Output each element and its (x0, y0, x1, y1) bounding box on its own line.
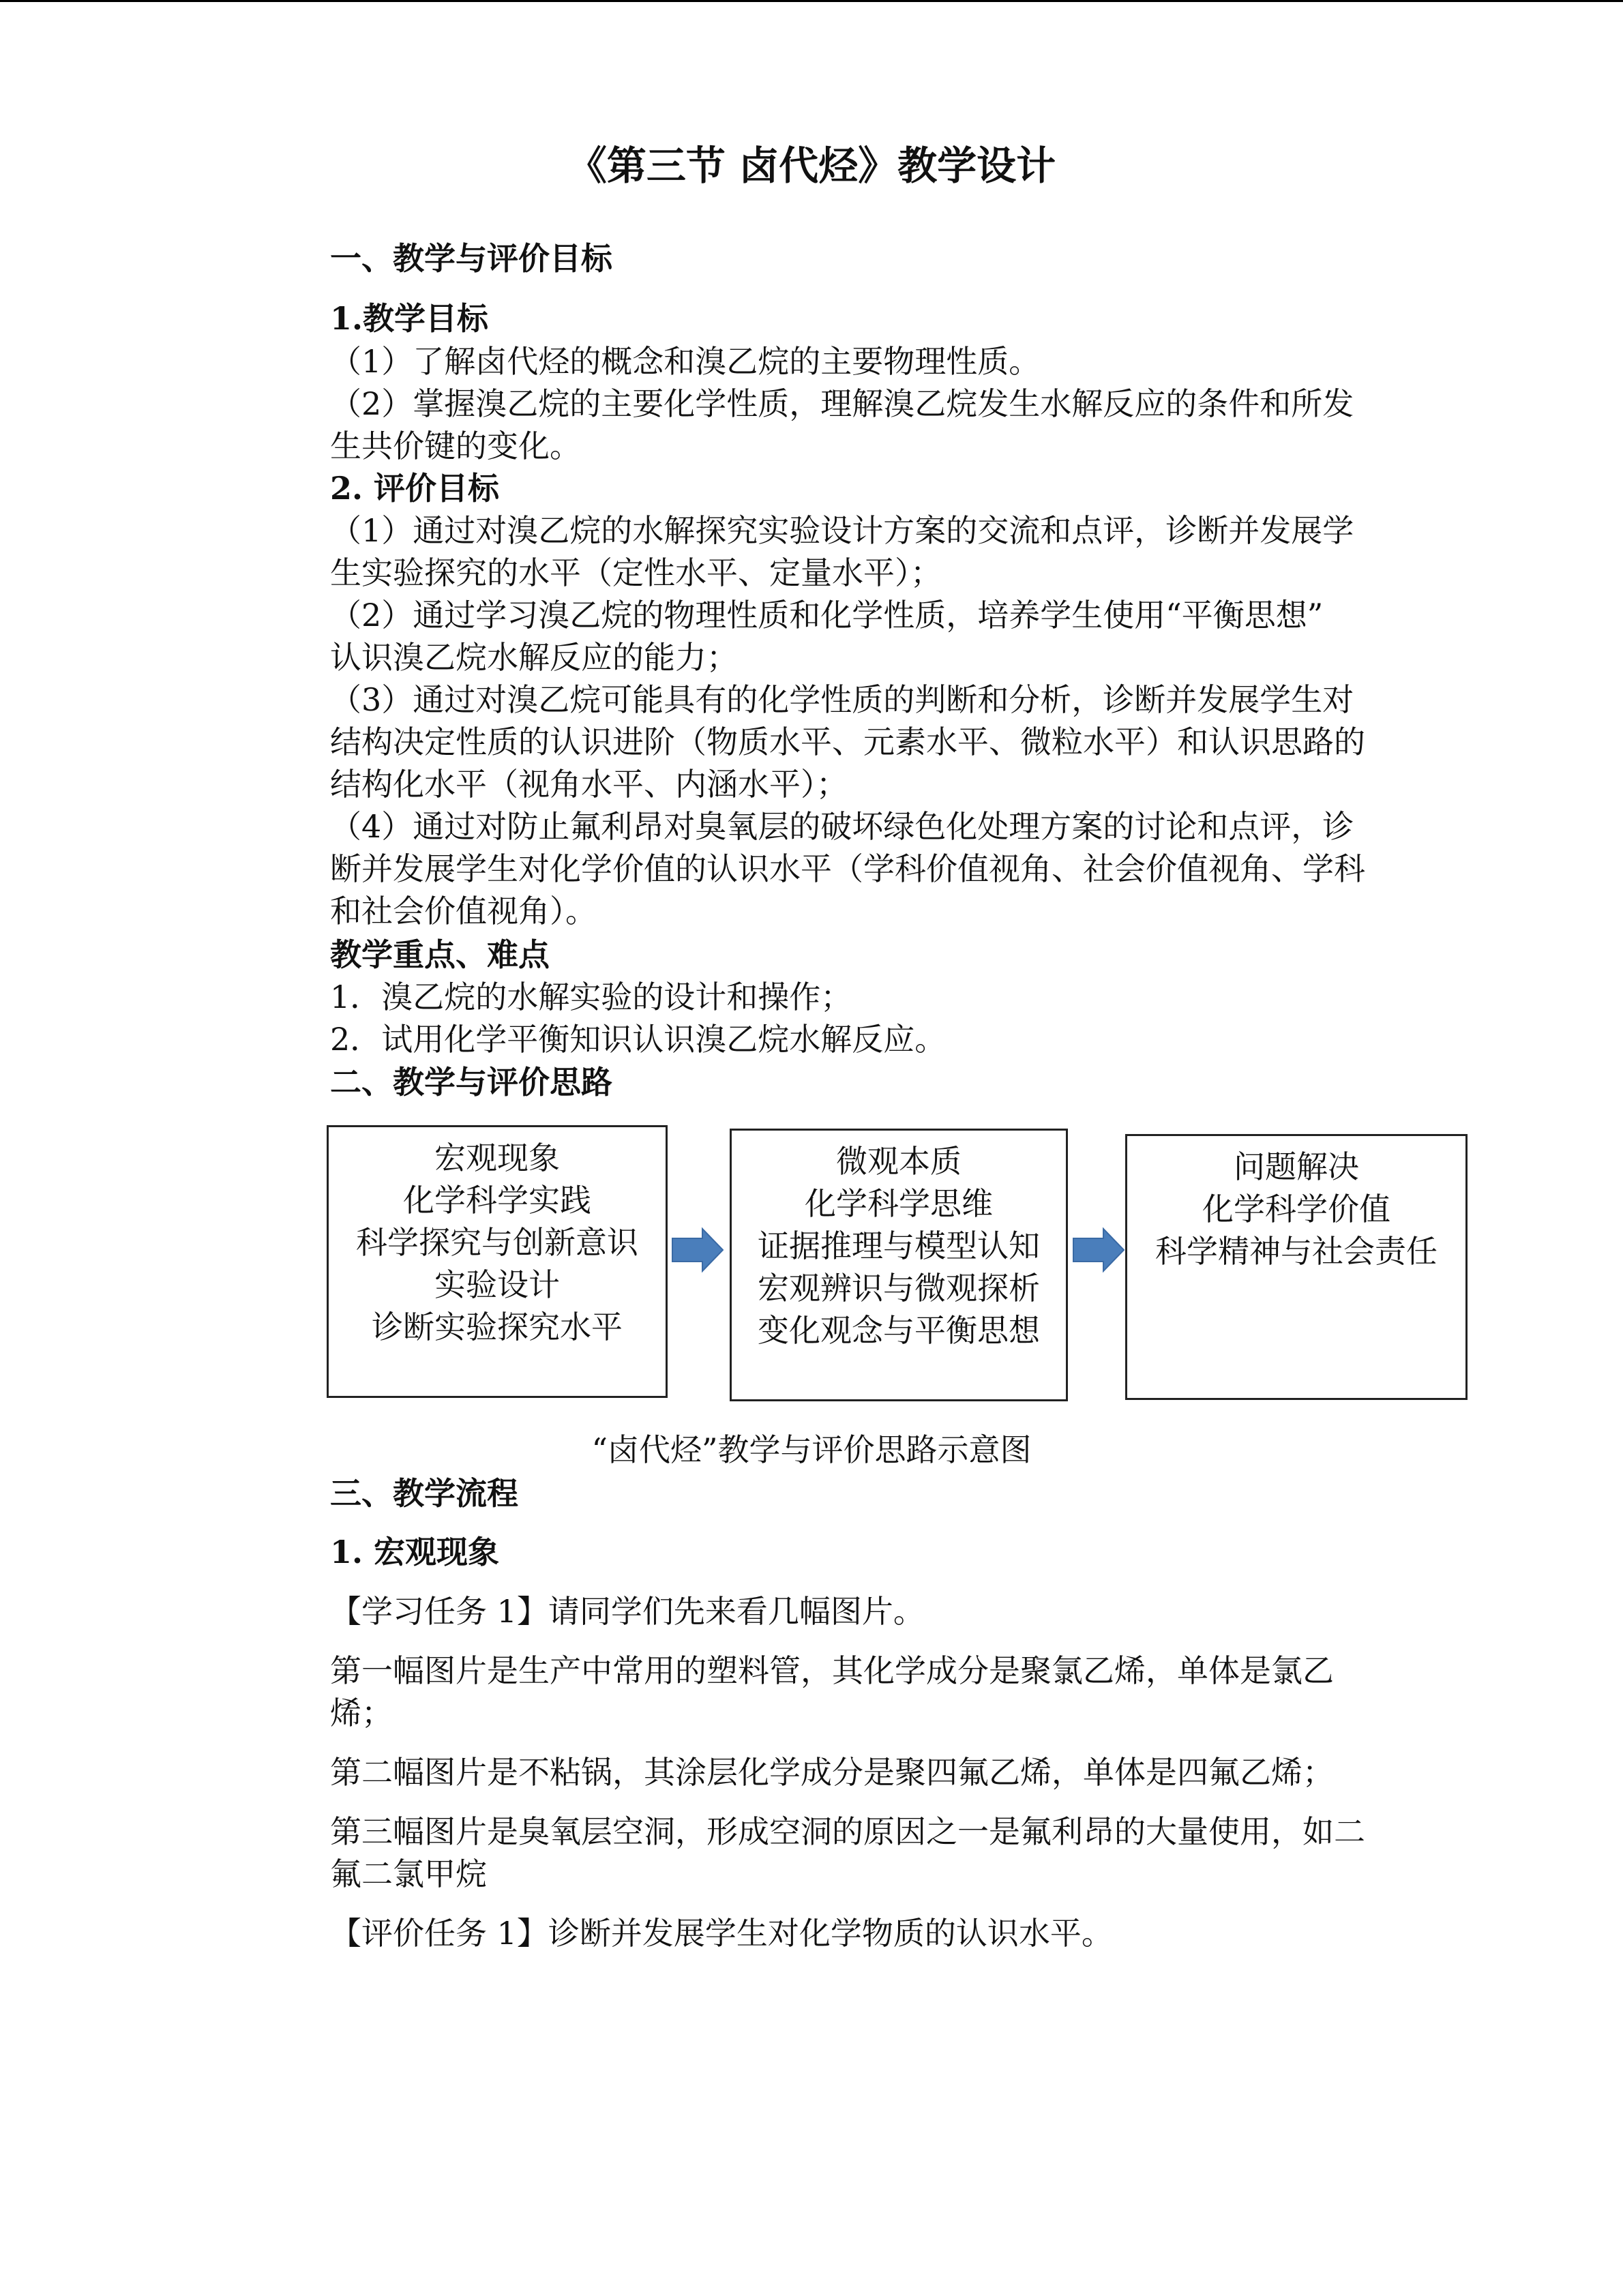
flow-box-line: 诊断实验探究水平 (372, 1309, 623, 1345)
paragraph-line: 【评价任务 1】诊断并发展学生对化学物质的认识水平。 (330, 1915, 1113, 1952)
teach-goal-heading: 1.教学目标 (330, 300, 489, 337)
section1-heading: 一、教学与评价目标 (330, 240, 612, 277)
flow-box-line: 科学精神与社会责任 (1155, 1233, 1438, 1270)
arrow-shape (672, 1229, 723, 1271)
arrow-shape (1073, 1229, 1124, 1271)
teach-goal-line: （1）了解卤代烃的概念和溴乙烷的主要物理性质。 (330, 343, 1041, 380)
flow-box-micro (730, 1129, 1068, 1401)
eval-goal-line: 断并发展学生对化学价值的认识水平（学科价值视角、社会价值视角、学科 (330, 850, 1365, 887)
flow-box-line: 宏观现象 (434, 1139, 560, 1176)
page-title: 《第三节 卤代烃》教学设计 (567, 143, 1056, 189)
flow-box-line: 变化观念与平衡思想 (758, 1312, 1040, 1349)
eval-goal-line: （4）通过对防止氟利昂对臭氧层的破坏绿色化处理方案的讨论和点评，诊 (330, 808, 1354, 845)
section2-heading: 二、教学与评价思路 (330, 1064, 612, 1101)
eval-goal-line: 生实验探究的水平（定性水平、定量水平）； (330, 554, 942, 591)
teach-goal-line: （2）掌握溴乙烷的主要化学性质，理解溴乙烷发生水解反应的条件和所发 (330, 385, 1354, 422)
key-point-line: 1．溴乙烷的水解实验的设计和操作； (330, 979, 852, 1015)
flow-box-line: 问题解决 (1234, 1148, 1359, 1185)
figure-caption: “卤代烃”教学与评价思路示意图 (591, 1431, 1032, 1468)
flow-box-line: 化学科学价值 (1202, 1191, 1390, 1227)
eval-goal-line: 结构决定性质的认识进阶（物质水平、元素水平、微粒水平）和认识思路的 (330, 724, 1365, 760)
section3-subheading: 1. 宏观现象 (330, 1534, 500, 1570)
teach-goal-line: 生共价键的变化。 (330, 428, 581, 464)
flow-box-line: 微观本质 (836, 1143, 962, 1180)
page-top-border (0, 0, 1623, 2)
flow-box-line: 化学科学思维 (805, 1185, 993, 1222)
paragraph-line: 第三幅图片是臭氧层空洞，形成空洞的原因之一是氟利昂的大量使用，如二 (330, 1813, 1365, 1850)
key-point-line: 2．试用化学平衡知识认识溴乙烷水解反应。 (330, 1021, 947, 1058)
flow-box-problem (1125, 1134, 1468, 1400)
flow-box-line: 化学科学实践 (403, 1182, 591, 1219)
eval-goal-line: 和社会价值视角）。 (330, 893, 597, 929)
paragraph-line: 【学习任务 1】请同学们先来看几幅图片。 (330, 1593, 925, 1630)
paragraph-line: 第一幅图片是生产中常用的塑料管，其化学成分是聚氯乙烯，单体是氯乙 (330, 1652, 1334, 1689)
flow-box-line: 宏观辨识与微观探析 (758, 1270, 1040, 1307)
flow-box-macro (327, 1125, 668, 1398)
key-points-heading: 教学重点、难点 (330, 936, 550, 973)
paragraph-line: 氟二氯甲烷 (330, 1855, 487, 1892)
paragraph-line: 烯； (330, 1695, 393, 1731)
paragraph-line: 第二幅图片是不粘锅，其涂层化学成分是聚四氟乙烯，单体是四氟乙烯； (330, 1754, 1334, 1791)
flow-box-line: 证据推理与模型认知 (758, 1227, 1040, 1264)
eval-goal-line: （3）通过对溴乙烷可能具有的化学性质的判断和分析，诊断并发展学生对 (330, 681, 1354, 718)
flow-box-line: 实验设计 (434, 1266, 560, 1303)
right-arrow-icon (1072, 1226, 1127, 1274)
eval-goal-line: 结构化水平（视角水平、内涵水平）； (330, 766, 848, 803)
eval-goal-heading: 2. 评价目标 (330, 470, 500, 507)
eval-goal-line: （2）通过学习溴乙烷的物理性质和化学性质，培养学生使用“平衡思想” (330, 597, 1324, 633)
flow-box-line: 科学探究与创新意识 (356, 1224, 638, 1261)
eval-goal-line: 认识溴乙烷水解反应的能力； (330, 639, 738, 676)
section3-heading: 三、教学流程 (330, 1475, 518, 1512)
right-arrow-icon (671, 1226, 726, 1274)
eval-goal-line: （1）通过对溴乙烷的水解探究实验设计方案的交流和点评，诊断并发展学 (330, 512, 1354, 549)
